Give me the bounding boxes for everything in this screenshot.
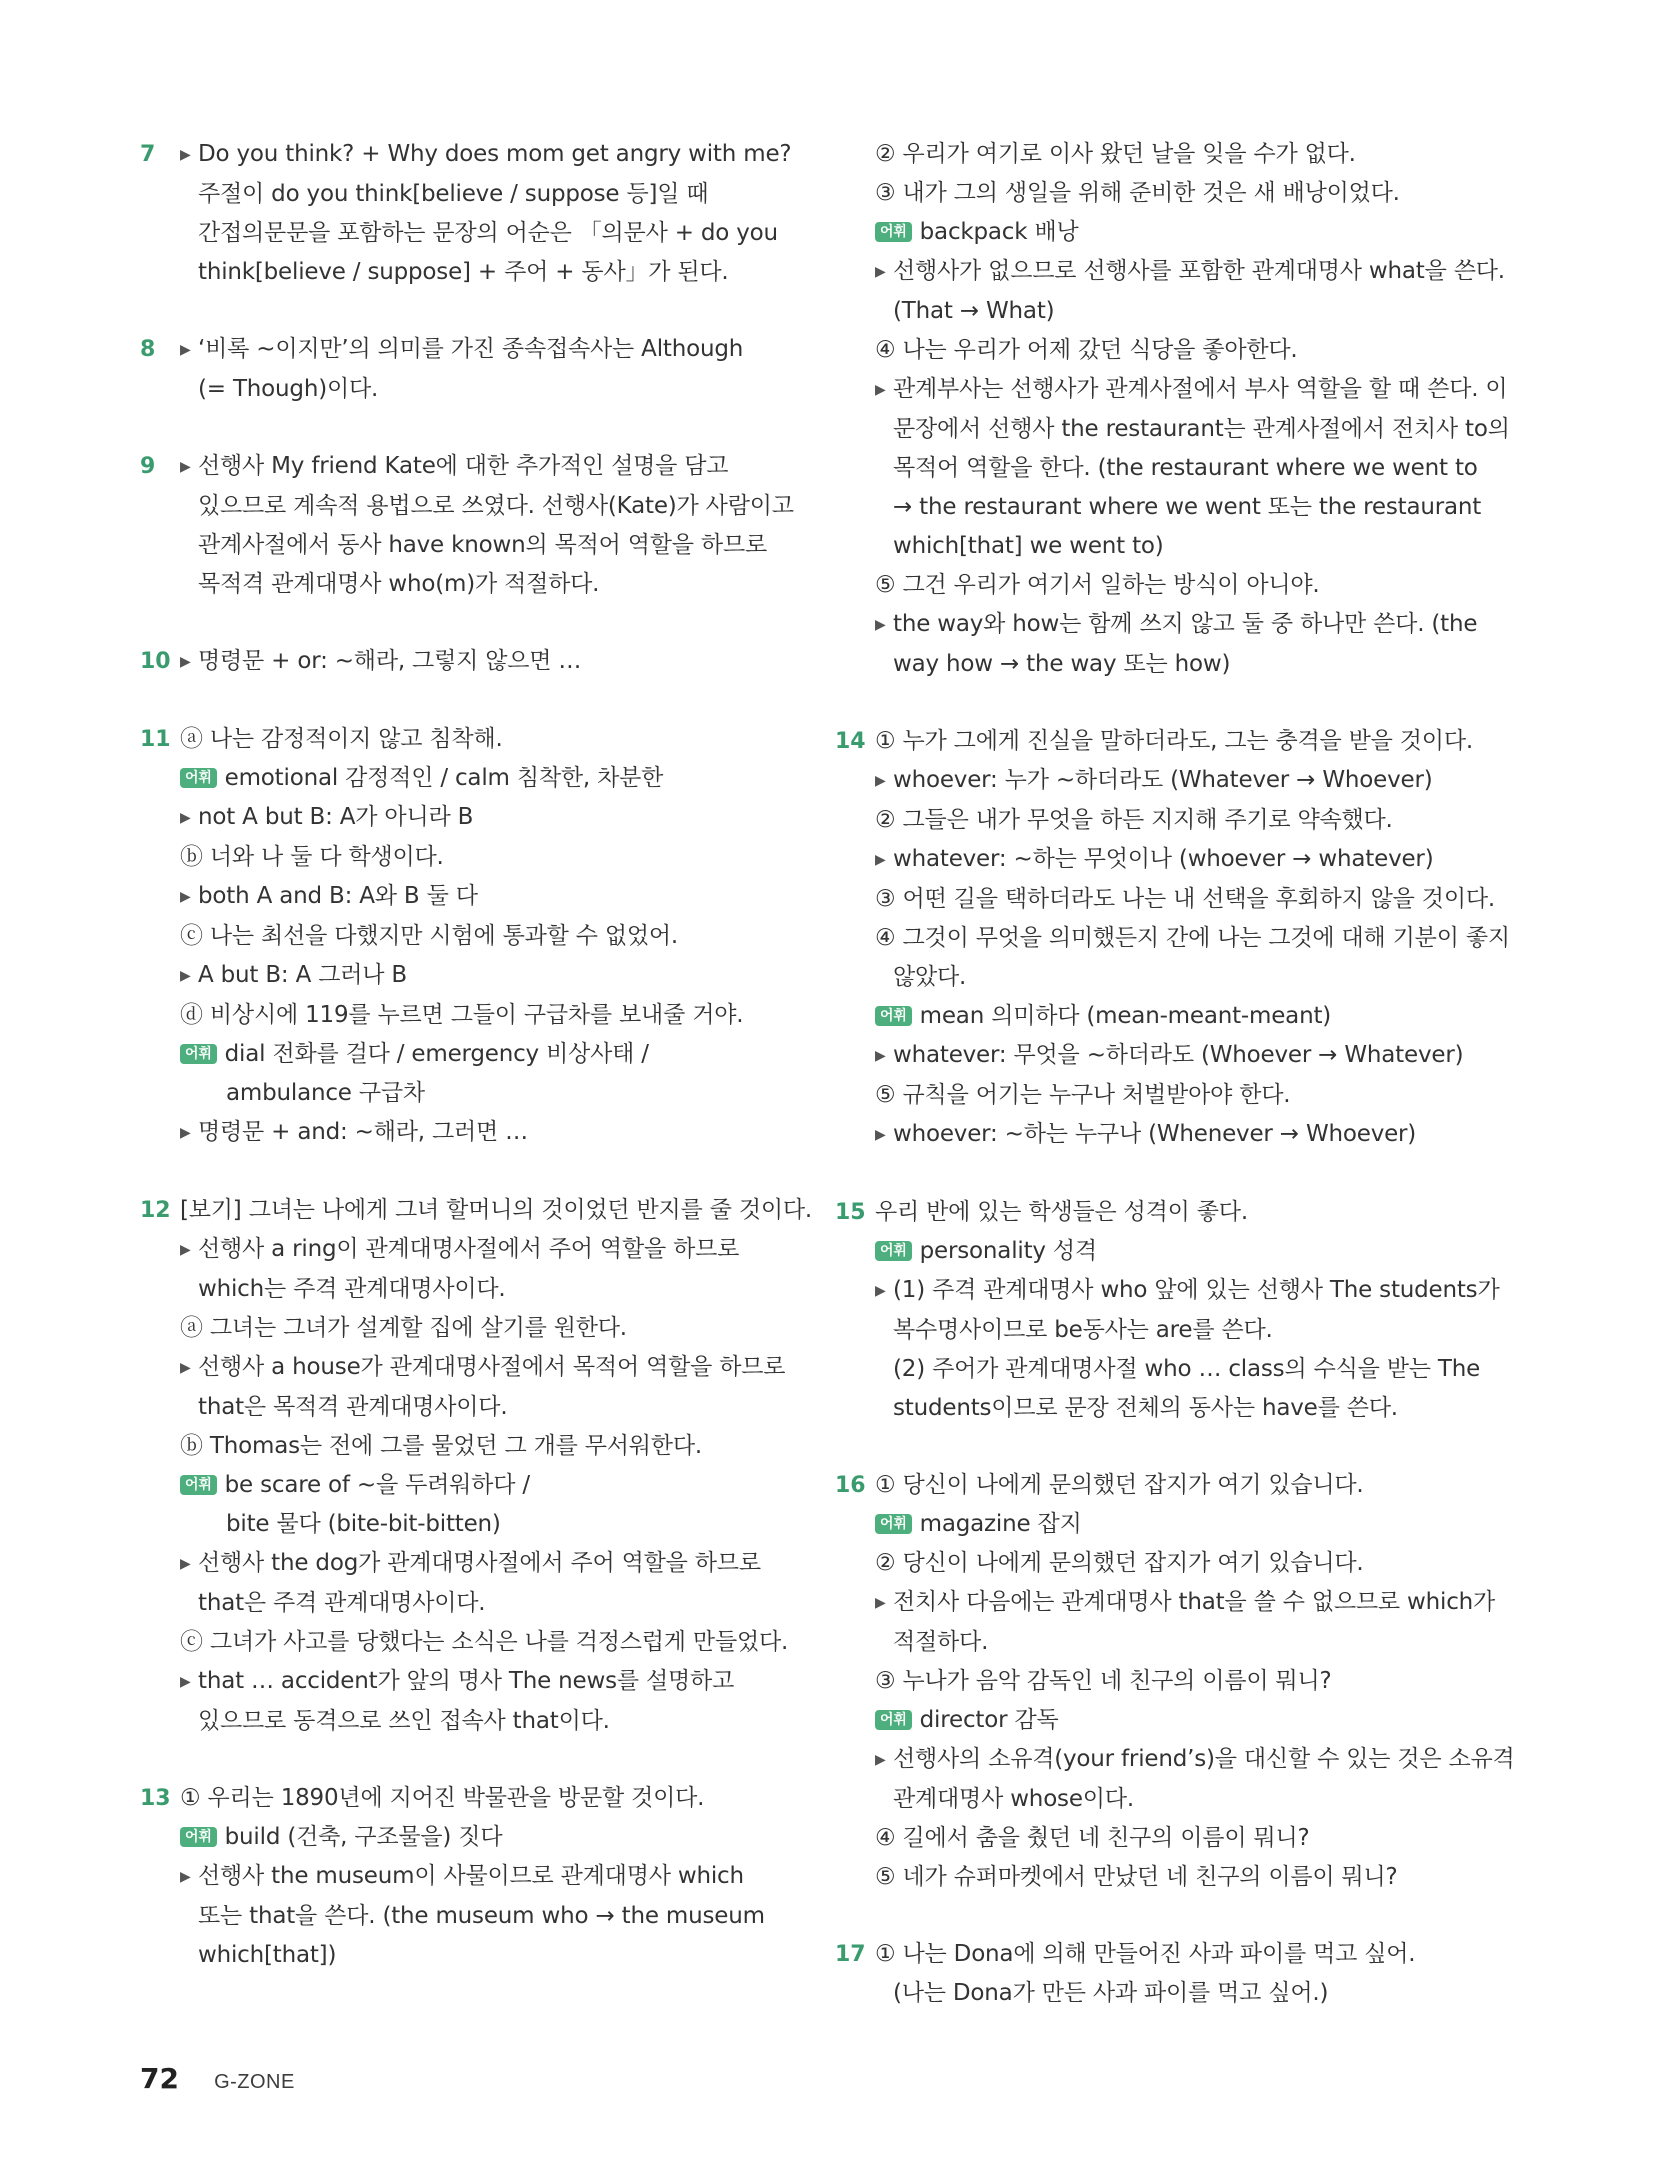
translation-line: ② 그들은 내가 무엇을 하든 지지해 주기로 약속했다. bbox=[875, 807, 1393, 833]
answer-item-15 bbox=[835, 1193, 1500, 1428]
explanation-line: ▶ ‘비록 ~이지만’의 의미를 가진 종속접속사는 Although bbox=[180, 330, 780, 370]
explanation-line: ▶ 전치사 다음에는 관계대명사 that을 쓸 수 없으므로 which가 bbox=[875, 1583, 1475, 1623]
vocab-line: 어휘 emotional 감정적인 / calm 침착한, 차분한 bbox=[180, 759, 780, 798]
item-body bbox=[180, 447, 794, 604]
continuation-line: 관계사절에서 동사 have known의 목적어 역할을 하므로 bbox=[198, 532, 767, 558]
continuation-line: bite 물다 (bite-bit-bitten) bbox=[226, 1511, 501, 1537]
right-column bbox=[835, 135, 1515, 2013]
answer-item-12 bbox=[140, 1191, 812, 1741]
arrow-icon: ▶ bbox=[180, 654, 191, 670]
continuation-line: (2) 주어가 관계대명사절 who … class의 수식을 받는 The bbox=[893, 1356, 1481, 1382]
continuation-line: which는 주격 관계대명사이다. bbox=[198, 1276, 506, 1302]
translation-line: ② 당신이 나에게 문의했던 잡지가 여기 있습니다. bbox=[875, 1550, 1364, 1576]
translation-line: ⓐ 그녀는 그녀가 설계할 집에 살기를 원한다. bbox=[180, 1315, 627, 1341]
arrow-icon: ▶ bbox=[875, 264, 886, 280]
answer-item-17 bbox=[835, 1935, 1475, 2013]
item-number: 17 bbox=[835, 1942, 866, 1967]
explanation-line: ▶ (1) 주격 관계대명사 who 앞에 있는 선행사 The students가 bbox=[875, 1271, 1475, 1311]
translation-line: ① 우리는 1890년에 지어진 박물관을 방문할 것이다. bbox=[180, 1785, 705, 1811]
continuation-line: which[that] we went to) bbox=[893, 533, 1164, 559]
arrow-icon: ▶ bbox=[180, 1869, 191, 1885]
answer-item-16 bbox=[835, 1466, 1515, 1897]
translation-line: ⑤ 네가 슈퍼마켓에서 만났던 네 친구의 이름이 뭐니? bbox=[875, 1864, 1398, 1890]
item-number: 13 bbox=[140, 1786, 171, 1811]
answer-item-7 bbox=[140, 135, 792, 292]
arrow-icon: ▶ bbox=[180, 1125, 191, 1141]
arrow-icon: ▶ bbox=[875, 1595, 886, 1611]
arrow-icon: ▶ bbox=[180, 342, 191, 358]
translation-line: [보기] 그녀는 나에게 그녀 할머니의 것이었던 반지를 줄 것이다. bbox=[180, 1197, 812, 1223]
item-body bbox=[180, 330, 780, 409]
continuation-line: 목적격 관계대명사 who(m)가 적절하다. bbox=[198, 571, 600, 597]
arrow-icon: ▶ bbox=[180, 1242, 191, 1258]
continuation-line: (That → What) bbox=[893, 298, 1055, 324]
continuation-line: which[that]) bbox=[198, 1942, 337, 1968]
item-number: 14 bbox=[835, 729, 866, 754]
item-body bbox=[180, 642, 780, 682]
explanation-line: ▶ 명령문 + and: ~해라, 그러면 … bbox=[180, 1113, 780, 1153]
continuation-line: 목적어 역할을 한다. (the restaurant where we went to bbox=[893, 455, 1478, 481]
item-body bbox=[180, 135, 792, 292]
arrow-icon: ▶ bbox=[180, 1556, 191, 1572]
page-number: 72 bbox=[140, 2062, 179, 2095]
translation-line: ⑤ 규칙을 어기는 누구나 처벌받아야 한다. bbox=[875, 1082, 1291, 1108]
arrow-icon: ▶ bbox=[875, 773, 886, 789]
arrow-icon: ▶ bbox=[180, 1674, 191, 1690]
vocab-badge: 어휘 bbox=[875, 1006, 912, 1026]
continuation-line: that은 주격 관계대명사이다. bbox=[198, 1590, 486, 1616]
continuation-line: 문장에서 선행사 the restaurant는 관계사절에서 전치사 to의 bbox=[893, 416, 1510, 442]
item-number: 12 bbox=[140, 1198, 171, 1223]
answer-item-14 bbox=[835, 722, 1510, 1155]
translation-line: ① 나는 Dona에 의해 만들어진 사과 파이를 먹고 싶어. bbox=[875, 1941, 1416, 1967]
item-number: 9 bbox=[140, 454, 156, 479]
item-body bbox=[875, 1466, 1515, 1897]
continuation-line: (나는 Dona가 만든 사과 파이를 먹고 싶어.) bbox=[893, 1980, 1329, 2006]
continuation-line: 간접의문문을 포함하는 문장의 어순은 「의문사 + do you bbox=[198, 220, 778, 246]
translation-line: ④ 길에서 춤을 췄던 네 친구의 이름이 뭐니? bbox=[875, 1825, 1310, 1851]
item-number: 8 bbox=[140, 337, 156, 362]
explanation-line: ▶ whatever: ~하는 무엇이나 (whoever → whatever) bbox=[875, 840, 1475, 880]
continuation-line: way how → the way 또는 how) bbox=[893, 651, 1231, 677]
explanation-line: ▶ Do you think? + Why does mom get angry with me? bbox=[180, 135, 780, 175]
vocab-line: 어휘 personality 성격 bbox=[875, 1232, 1475, 1271]
vocab-line: 어휘 be scare of ~을 두려워하다 / bbox=[180, 1466, 780, 1505]
translation-line: ③ 어떤 길을 택하더라도 나는 내 선택을 후회하지 않을 것이다. bbox=[875, 886, 1495, 912]
explanation-line: ▶ 관계부사는 선행사가 관계사절에서 부사 역할을 할 때 쓴다. 이 bbox=[875, 370, 1475, 410]
arrow-icon: ▶ bbox=[875, 1127, 886, 1143]
continuation-line: (= Though)이다. bbox=[198, 376, 379, 402]
item-number: 16 bbox=[835, 1473, 866, 1498]
translation-line: ① 누가 그에게 진실을 말하더라도, 그는 충격을 받을 것이다. bbox=[875, 728, 1473, 754]
item-body bbox=[875, 1193, 1500, 1428]
continuation-line: 적절하다. bbox=[893, 1629, 989, 1655]
continuation-line: → the restaurant where we went 또는 the restaurant bbox=[893, 494, 1482, 520]
continuation-line: ambulance 구급차 bbox=[226, 1080, 425, 1106]
vocab-badge: 어휘 bbox=[180, 1475, 217, 1495]
translation-line: ⓒ 그녀가 사고를 당했다는 소식은 나를 걱정스럽게 만들었다. bbox=[180, 1629, 789, 1655]
vocab-badge: 어휘 bbox=[875, 1514, 912, 1534]
continuation-line: 주절이 do you think[believe / suppose 등]일 때 bbox=[198, 181, 709, 207]
arrow-icon: ▶ bbox=[180, 810, 191, 826]
arrow-icon: ▶ bbox=[875, 852, 886, 868]
translation-line: ⑤ 그건 우리가 여기서 일하는 방식이 아니야. bbox=[875, 572, 1320, 598]
explanation-line: ▶ whoever: 누가 ~하더라도 (Whatever → Whoever) bbox=[875, 761, 1475, 801]
vocab-line: 어휘 magazine 잡지 bbox=[875, 1505, 1475, 1544]
arrow-icon: ▶ bbox=[875, 617, 886, 633]
item-body bbox=[180, 1191, 812, 1741]
translation-line: ④ 나는 우리가 어제 갔던 식당을 좋아한다. bbox=[875, 337, 1298, 363]
item-body bbox=[875, 1935, 1475, 2013]
explanation-line: ▶ both A and B: A와 B 둘 다 bbox=[180, 877, 780, 917]
translation-line: ② 우리가 여기로 이사 왔던 날을 잊을 수가 없다. bbox=[875, 141, 1356, 167]
vocab-badge: 어휘 bbox=[180, 1044, 217, 1064]
vocab-badge: 어휘 bbox=[875, 1241, 912, 1261]
vocab-badge: 어휘 bbox=[875, 222, 912, 242]
arrow-icon: ▶ bbox=[875, 1048, 886, 1064]
translation-line: 우리 반에 있는 학생들은 성격이 좋다. bbox=[875, 1199, 1248, 1225]
vocab-badge: 어휘 bbox=[875, 1710, 912, 1730]
vocab-badge: 어휘 bbox=[180, 1827, 217, 1847]
arrow-icon: ▶ bbox=[180, 968, 191, 984]
continuation-line: 복수명사이므로 be동사는 are를 쓴다. bbox=[893, 1317, 1273, 1343]
item-number: 15 bbox=[835, 1200, 866, 1225]
explanation-line: ▶ 선행사 the museum이 사물이므로 관계대명사 which bbox=[180, 1857, 780, 1897]
arrow-icon: ▶ bbox=[875, 1283, 886, 1299]
answer-item-13 bbox=[140, 1779, 780, 1975]
arrow-icon: ▶ bbox=[875, 1752, 886, 1768]
continuation-line: that은 목적격 관계대명사이다. bbox=[198, 1394, 508, 1420]
explanation-line: ▶ whoever: ~하는 누구나 (Whenever → Whoever) bbox=[875, 1115, 1475, 1155]
arrow-icon: ▶ bbox=[180, 147, 191, 163]
answer-item-13-continued bbox=[835, 135, 1510, 684]
translation-line: ⓓ 비상시에 119를 누르면 그들이 구급차를 보내줄 거야. bbox=[180, 1002, 744, 1028]
item-body bbox=[875, 135, 1510, 684]
item-number: 10 bbox=[140, 649, 171, 674]
continuation-line: 관계대명사 whose이다. bbox=[893, 1786, 1134, 1812]
explanation-line: ▶ not A but B: A가 아니라 B bbox=[180, 798, 780, 838]
arrow-icon: ▶ bbox=[180, 1360, 191, 1376]
continuation-line: 있으므로 동격으로 쓰인 접속사 that이다. bbox=[198, 1708, 610, 1734]
translation-line: ① 당신이 나에게 문의했던 잡지가 여기 있습니다. bbox=[875, 1472, 1364, 1498]
translation-line: ⓒ 나는 최선을 다했지만 시험에 통과할 수 없었어. bbox=[180, 923, 679, 949]
vocab-line: 어휘 dial 전화를 걸다 / emergency 비상사태 / bbox=[180, 1035, 780, 1074]
series-title: G-ZONE bbox=[214, 2071, 295, 2093]
translation-line: ⓑ Thomas는 전에 그를 물었던 그 개를 무서워한다. bbox=[180, 1433, 702, 1459]
continuation-line: 않았다. bbox=[893, 964, 967, 990]
continuation-line: students이므로 문장 전체의 동사는 have를 쓴다. bbox=[893, 1395, 1398, 1421]
explanation-line: ▶ 선행사가 없으므로 선행사를 포함한 관계대명사 what을 쓴다. bbox=[875, 252, 1475, 292]
explanation-line: ▶ that … accident가 앞의 명사 The news를 설명하고 bbox=[180, 1662, 780, 1702]
vocab-line: 어휘 build (건축, 구조물을) 짓다 bbox=[180, 1818, 780, 1857]
explanation-line: ▶ 선행사 My friend Kate에 대한 추가적인 설명을 담고 bbox=[180, 447, 780, 487]
vocab-line: 어휘 backpack 배낭 bbox=[875, 213, 1475, 252]
answer-item-8 bbox=[140, 330, 780, 409]
item-number: 7 bbox=[140, 142, 156, 167]
item-body bbox=[180, 1779, 780, 1975]
translation-line: ③ 누나가 음악 감독인 네 친구의 이름이 뭐니? bbox=[875, 1668, 1332, 1694]
vocab-line: 어휘 director 감독 bbox=[875, 1701, 1475, 1740]
explanation-line: ▶ 명령문 + or: ~해라, 그렇지 않으면 … bbox=[180, 642, 780, 682]
vocab-badge: 어휘 bbox=[180, 768, 217, 788]
explanation-line: ▶ A but B: A 그러나 B bbox=[180, 956, 780, 996]
answer-item-11 bbox=[140, 720, 780, 1153]
continuation-line: 있으므로 계속적 용법으로 쓰였다. 선행사(Kate)가 사람이고 bbox=[198, 493, 794, 519]
translation-line: ③ 내가 그의 생일을 위해 준비한 것은 새 배낭이었다. bbox=[875, 180, 1400, 206]
explanation-line: ▶ 선행사의 소유격(your friend’s)을 대신할 수 있는 것은 소유격 bbox=[875, 1740, 1475, 1780]
translation-line: ④ 그것이 무엇을 의미했든지 간에 나는 그것에 대해 기분이 좋지 bbox=[875, 925, 1510, 951]
left-column bbox=[140, 135, 812, 1975]
item-body bbox=[875, 722, 1510, 1155]
vocab-line: 어휘 mean 의미하다 (mean-meant-meant) bbox=[875, 997, 1475, 1036]
continuation-line: think[believe / suppose] + 주어 + 동사」가 된다. bbox=[198, 259, 729, 285]
arrow-icon: ▶ bbox=[180, 459, 191, 475]
answer-item-10 bbox=[140, 642, 780, 682]
item-number: 11 bbox=[140, 727, 171, 752]
translation-line: ⓐ 나는 감정적이지 않고 침착해. bbox=[180, 726, 503, 752]
continuation-line: 또는 that을 쓴다. (the museum who → the museum bbox=[198, 1903, 765, 1929]
explanation-line: ▶ 선행사 the dog가 관계대명사절에서 주어 역할을 하므로 bbox=[180, 1544, 780, 1584]
explanation-line: ▶ the way와 how는 함께 쓰지 않고 둘 중 하나만 쓴다. (the bbox=[875, 605, 1475, 645]
explanation-line: ▶ 선행사 a ring이 관계대명사절에서 주어 역할을 하므로 bbox=[180, 1230, 780, 1270]
answer-item-9 bbox=[140, 447, 794, 604]
explanation-line: ▶ 선행사 a house가 관계대명사절에서 목적어 역할을 하므로 bbox=[180, 1348, 780, 1388]
item-body bbox=[180, 720, 780, 1153]
explanation-line: ▶ whatever: 무엇을 ~하더라도 (Whoever → Whatever) bbox=[875, 1036, 1475, 1076]
arrow-icon: ▶ bbox=[180, 889, 191, 905]
arrow-icon: ▶ bbox=[875, 382, 886, 398]
translation-line: ⓑ 너와 나 둘 다 학생이다. bbox=[180, 844, 444, 870]
page-footer bbox=[140, 2062, 295, 2095]
